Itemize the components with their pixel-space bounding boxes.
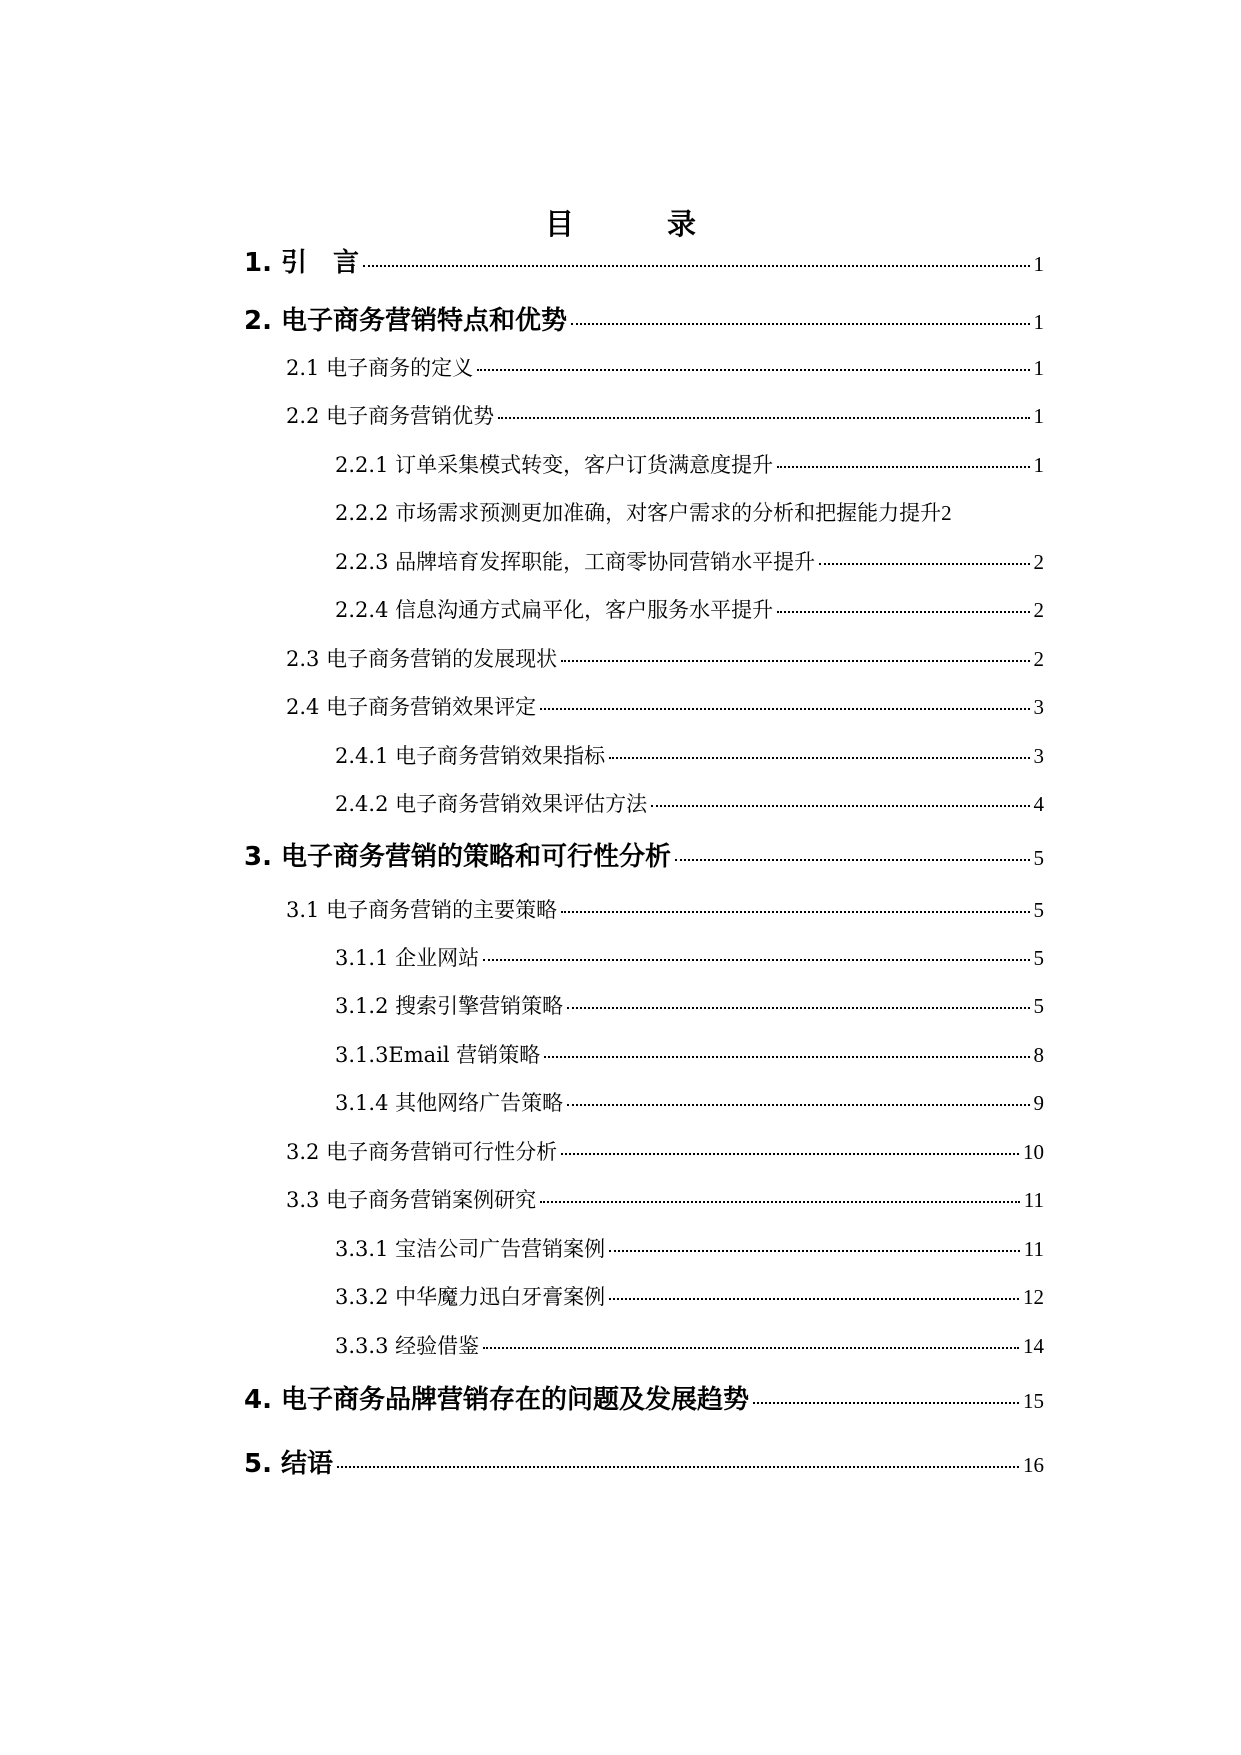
- toc-entry-page: 2: [1033, 550, 1044, 574]
- toc-title: 目 录: [544, 207, 728, 241]
- toc-entry-label: 2.2.1 订单采集模式转变，客户订货满意度提升: [335, 453, 774, 477]
- toc-entry-label: 3.1.4 其他网络广告策略: [335, 1091, 564, 1115]
- dot-leader: [363, 265, 1029, 267]
- toc-entry[interactable]: [335, 546, 1044, 578]
- toc-entry[interactable]: [286, 894, 1044, 926]
- toc-entry[interactable]: [286, 643, 1044, 675]
- toc-entry-label: 3.1 电子商务营销的主要策略: [286, 898, 558, 922]
- toc-entry[interactable]: [286, 1136, 1044, 1168]
- toc-entry-page: 12: [1023, 1285, 1044, 1309]
- dot-leader: [609, 1250, 1020, 1252]
- toc-entry-page: 5: [1033, 946, 1044, 970]
- toc-entry-label: 2.2.3 品牌培育发挥职能，工商零协同营销水平提升: [335, 550, 816, 574]
- toc-entry[interactable]: [244, 1379, 1044, 1419]
- toc-entry[interactable]: [335, 594, 1044, 626]
- toc-entry-page: 3: [1033, 744, 1044, 768]
- toc-entry[interactable]: [244, 836, 1044, 876]
- toc-entry[interactable]: [244, 1443, 1044, 1483]
- dot-leader: [819, 563, 1029, 565]
- toc-entry-page: 3: [1033, 695, 1044, 719]
- dot-leader: [609, 1298, 1019, 1300]
- toc-entry[interactable]: [286, 1184, 1044, 1216]
- toc-entry[interactable]: [335, 740, 1044, 772]
- dot-leader: [609, 757, 1029, 759]
- toc-entry-page: 9: [1033, 1091, 1044, 1115]
- toc-entry[interactable]: [286, 400, 1044, 432]
- toc-entry-page: 2: [1033, 647, 1044, 671]
- toc-entry-page: 16: [1023, 1453, 1044, 1477]
- toc-entry-label: 2.2.4 信息沟通方式扁平化，客户服务水平提升: [335, 598, 774, 622]
- toc-entry[interactable]: [335, 942, 1044, 974]
- toc-entry[interactable]: [335, 449, 1044, 481]
- toc-entry[interactable]: [335, 497, 1044, 529]
- toc-entry[interactable]: [286, 352, 1044, 384]
- toc-entry[interactable]: [286, 691, 1044, 723]
- toc-entry-label: 2.2.2 市场需求预测更加准确，对客户需求的分析和把握能力提升: [335, 501, 942, 525]
- dot-leader: [561, 1153, 1019, 1155]
- toc-entry-label: 2.4.1 电子商务营销效果指标: [335, 744, 606, 768]
- dot-leader: [483, 1347, 1019, 1349]
- toc-entry-page: 4: [1033, 792, 1044, 816]
- toc-entry[interactable]: [335, 788, 1044, 820]
- toc-entry[interactable]: [335, 1233, 1044, 1265]
- dot-leader: [571, 323, 1029, 325]
- toc-entry-page: 8: [1033, 1043, 1044, 1067]
- toc-entry-label: 3.2 电子商务营销可行性分析: [286, 1140, 558, 1164]
- toc-entry-label: 3.3.1 宝洁公司广告营销案例: [335, 1237, 606, 1261]
- toc-entry-label: 3. 电子商务营销的策略和可行性分析: [244, 842, 672, 872]
- dot-leader: [561, 911, 1029, 913]
- toc-entry-page: 1: [1033, 453, 1044, 477]
- dot-leader: [567, 1104, 1029, 1106]
- toc-entry[interactable]: [244, 300, 1044, 340]
- toc-entry-page: 5: [1033, 898, 1044, 922]
- toc-entry[interactable]: [335, 1330, 1044, 1362]
- dot-leader: [498, 417, 1029, 419]
- toc-entry[interactable]: [335, 1039, 1044, 1071]
- toc-entry-page: 1: [1033, 310, 1044, 334]
- toc-entry-label: 1. 引 言: [244, 248, 360, 278]
- dot-leader: [777, 466, 1029, 468]
- toc-entry-label: 4. 电子商务品牌营销存在的问题及发展趋势: [244, 1385, 750, 1415]
- toc-entry-page: 10: [1023, 1140, 1044, 1164]
- toc-entry-page: 2: [1033, 598, 1044, 622]
- toc-entry-page: 11: [1023, 1188, 1044, 1212]
- toc-entry-label: 2. 电子商务营销特点和优势: [244, 306, 568, 336]
- toc-entry[interactable]: [335, 1281, 1044, 1313]
- toc-entry-page: 5: [1033, 846, 1044, 870]
- toc-entry-page: 14: [1023, 1334, 1044, 1358]
- toc-entry-label: 3.1.1 企业网站: [335, 946, 480, 970]
- toc-entry-page: 11: [1023, 1237, 1044, 1261]
- toc-entry-page: 15: [1023, 1389, 1044, 1413]
- toc-entry-page: 2: [941, 501, 952, 525]
- dot-leader: [561, 660, 1029, 662]
- toc-entry-label: 2.4.2 电子商务营销效果评估方法: [335, 792, 648, 816]
- toc-entry-label: 3.1.3Email 营销策略: [335, 1043, 541, 1067]
- toc-entry-label: 3.3.3 经验借鉴: [335, 1334, 480, 1358]
- dot-leader: [651, 805, 1029, 807]
- toc-entry[interactable]: [335, 1087, 1044, 1119]
- dot-leader: [675, 859, 1029, 861]
- toc-entry-label: 3.1.2 搜索引擎营销策略: [335, 994, 564, 1018]
- toc-entry-label: 2.3 电子商务营销的发展现状: [286, 647, 558, 671]
- dot-leader: [753, 1402, 1019, 1404]
- toc-entry-page: 1: [1033, 356, 1044, 380]
- toc-entry-page: 1: [1033, 252, 1044, 276]
- dot-leader: [337, 1466, 1019, 1468]
- dot-leader: [540, 1201, 1020, 1203]
- toc-entry-page: 1: [1033, 404, 1044, 428]
- toc-entry-label: 3.3.2 中华魔力迅白牙膏案例: [335, 1285, 606, 1309]
- toc-entry-label: 5. 结语: [244, 1449, 334, 1479]
- toc-entry[interactable]: [335, 990, 1044, 1022]
- dot-leader: [477, 369, 1029, 371]
- dot-leader: [483, 959, 1029, 961]
- toc-entry-label: 3.3 电子商务营销案例研究: [286, 1188, 537, 1212]
- dot-leader: [777, 611, 1029, 613]
- dot-leader: [567, 1007, 1029, 1009]
- toc-entry-label: 2.4 电子商务营销效果评定: [286, 695, 537, 719]
- dot-leader: [544, 1056, 1029, 1058]
- dot-leader: [540, 708, 1029, 710]
- toc-entry-page: 5: [1033, 994, 1044, 1018]
- toc-entry-label: 2.2 电子商务营销优势: [286, 404, 495, 428]
- toc-entry[interactable]: [244, 242, 1044, 282]
- toc-entry-label: 2.1 电子商务的定义: [286, 356, 474, 380]
